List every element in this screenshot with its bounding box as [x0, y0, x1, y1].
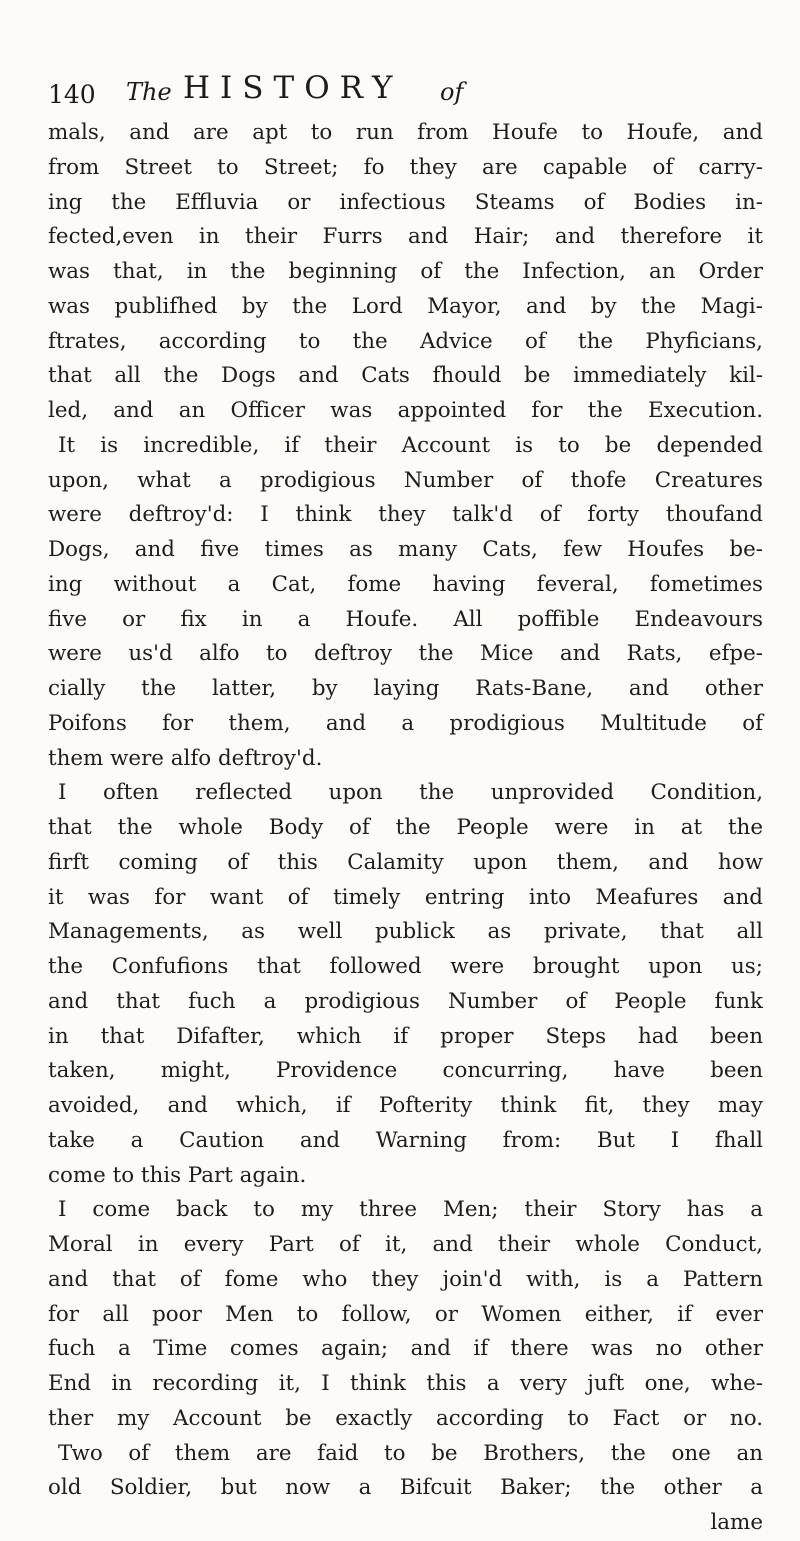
text-line: that the whole Body of the People were in at the [48, 815, 763, 840]
text-line: mals, and are apt to run from Houfe to Houfe, and [48, 120, 763, 145]
text-line: End in recording it, I think this a very juft one, whe- [48, 1371, 763, 1396]
text-line: it was for want of timely entring into Meafures and [48, 884, 763, 910]
text-line: taken, might, Providence concurring, have been [48, 1058, 763, 1084]
running-head-the: The [126, 78, 172, 106]
text-line: fuch a Time comes again; and if there was no other [48, 1336, 763, 1362]
text-line: for all poor Men to follow, or Women either, if ever [48, 1301, 763, 1327]
text-line: that all the Dogs and Cats fhould be immediately kil- [48, 363, 763, 389]
text-line: led, and an Officer was appointed for the Execution. [48, 398, 763, 423]
paragraph-end-line: come to this Part again. [48, 1162, 307, 1188]
text-line: were us'd alfo to deftroy the Mice and Rats, efpe- [48, 641, 763, 667]
paragraph-start-line: I come back to my three Men; their Story has a [58, 1197, 763, 1223]
text-line: Dogs, and five times as many Cats, few Houfes be- [48, 537, 763, 562]
text-line: and that fuch a prodigious Number of People funk [48, 988, 763, 1014]
running-head [48, 68, 768, 112]
text-line: the Confufions that followed were brought upon us; [48, 954, 763, 979]
text-line: avoided, and which, if Pofterity think fit, they may [48, 1093, 763, 1118]
text-line: firft coming of this Calamity upon them, and how [48, 849, 763, 875]
text-line: upon, what a prodigious Number of thofe Creatures [48, 467, 763, 493]
running-head-of: of [440, 78, 464, 106]
text-line: ing without a Cat, fome having feveral, fometimes [48, 571, 763, 597]
text-line: cially the latter, by laying Rats-Bane, and other [48, 676, 763, 701]
text-line: ing the Effluvia or infectious Steams of Bodies in- [48, 189, 763, 215]
text-line: fected,even in their Furrs and Hair; and therefore it [48, 224, 763, 250]
catchword: lame [710, 1510, 763, 1535]
text-line: ftrates, according to the Advice of the Phyficians, [48, 328, 763, 354]
page-number: 140 [48, 80, 96, 109]
paragraph-start-line: Two of them are faid to be Brothers, the one an [58, 1440, 763, 1466]
body-text [48, 116, 763, 1541]
text-line: from Street to Street; fo they are capable of carry- [48, 154, 763, 180]
paragraph-start-line: It is incredible, if their Account is to be depended [58, 432, 763, 458]
paragraph-start-line: I often reflected upon the unprovided Condition, [58, 780, 763, 806]
text-line: Poifons for them, and a prodigious Multitude of [48, 710, 763, 736]
text-line: take a Caution and Warning from: But I fhall [48, 1127, 763, 1153]
text-line: old Soldier, but now a Bifcuit Baker; the other a [48, 1475, 763, 1501]
text-line: Moral in every Part of it, and their whole Conduct, [48, 1232, 763, 1257]
text-line: in that Difafter, which if proper Steps had been [48, 1023, 763, 1049]
paragraph-end-line: them were alfo deftroy'd. [48, 745, 323, 771]
text-line: was publifhed by the Lord Mayor, and by the Magi- [48, 293, 763, 319]
text-line: ther my Account be exactly according to Fact or no. [48, 1405, 763, 1431]
running-head-history: HISTORY [183, 70, 403, 106]
text-line: were deftroy'd: I think they talk'd of forty thoufand [48, 502, 763, 528]
text-line: Managements, as well publick as private, that all [48, 919, 763, 945]
text-line: five or fix in a Houfe. All poffible Endeavours [48, 606, 763, 632]
text-line: and that of fome who they join'd with, is a Pattern [48, 1266, 763, 1292]
text-line: was that, in the beginning of the Infection, an Order [48, 259, 763, 284]
